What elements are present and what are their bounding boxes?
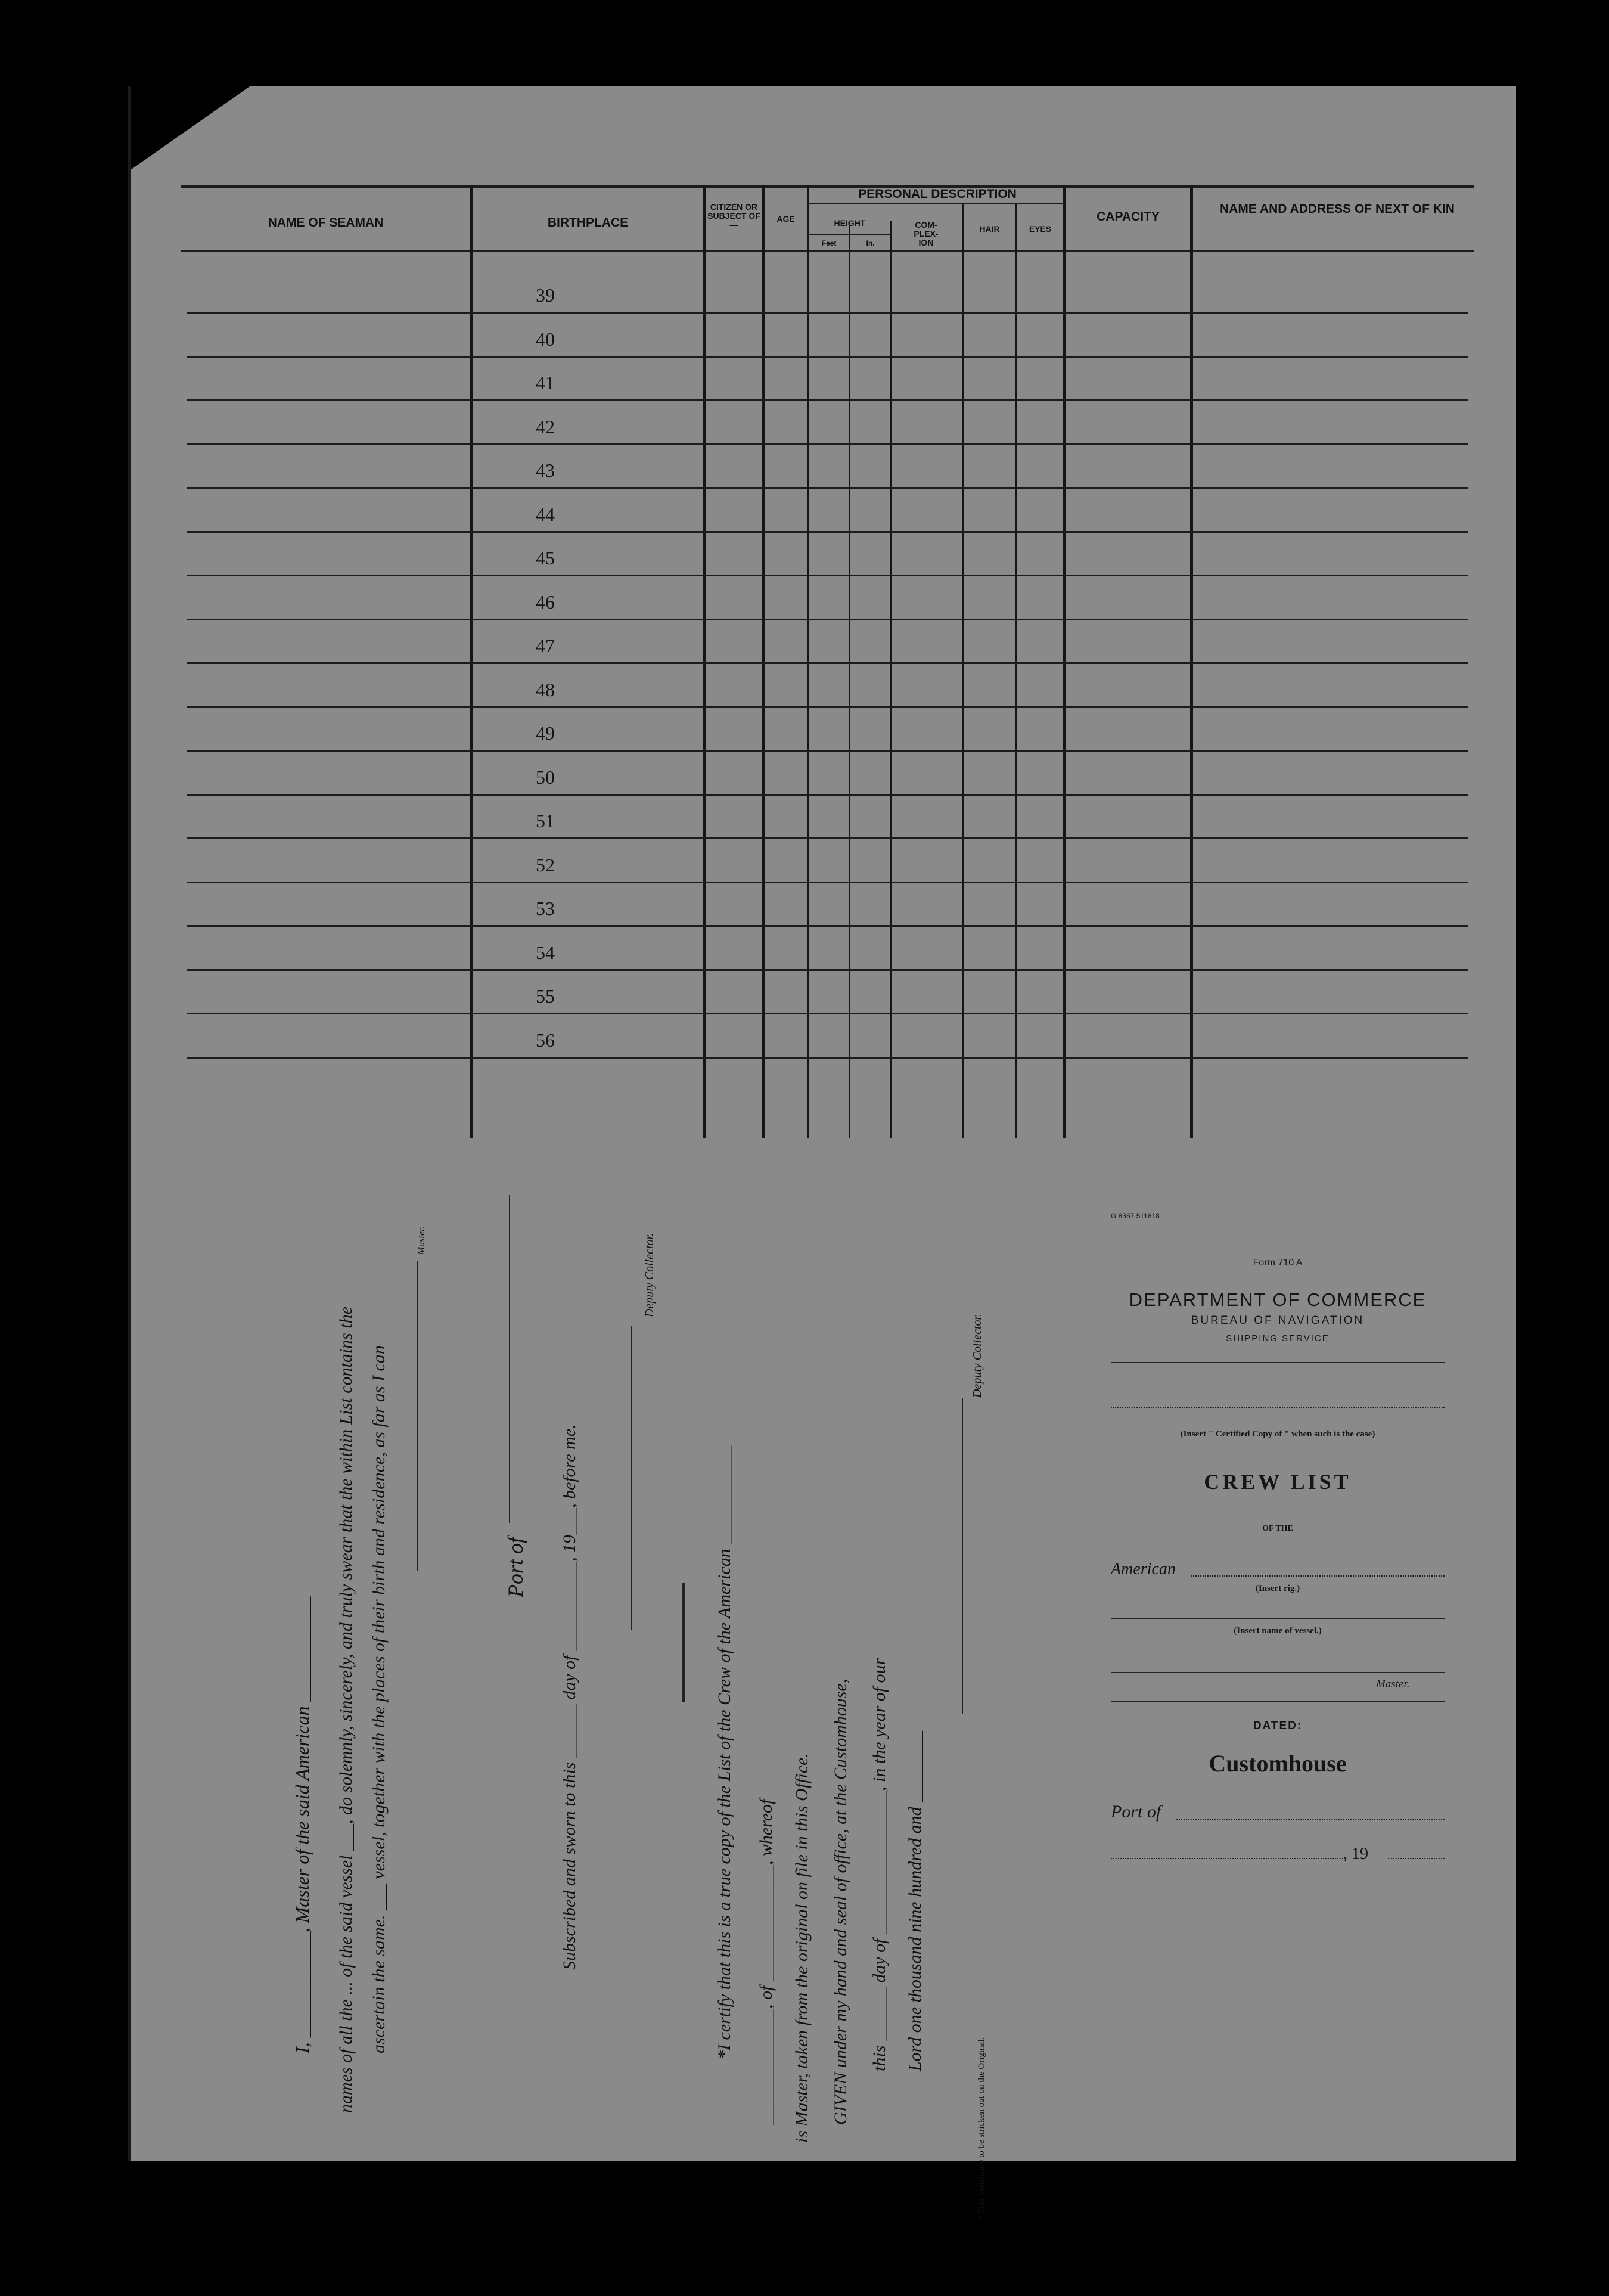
row-number: 41 (536, 372, 555, 393)
cover-date-line (1111, 1858, 1343, 1859)
header-height: HEIGHT (834, 218, 866, 228)
oath-master-label: Master. (417, 1226, 427, 1255)
oath-line-2: names of all the ... of the said vessel ___, do solemnly, sincerely, and truly swear that the within List contains the (336, 1307, 356, 2113)
row-number: 39 (536, 284, 555, 306)
row-number: 53 (536, 898, 555, 919)
col-rule (849, 221, 850, 1138)
row-number: 48 (536, 678, 555, 700)
oath-port-of: Port of (504, 1537, 527, 1597)
header-feet: Feet (821, 239, 837, 247)
oath-deputy-line (631, 1326, 632, 1630)
col-rule (962, 203, 964, 1138)
cover-rule-1 (1111, 1362, 1445, 1363)
row-rule (187, 399, 1468, 401)
row-rule (187, 750, 1468, 752)
header-next-of-kin: NAME AND ADDRESS OF NEXT OF KIN (1220, 202, 1455, 216)
header-inches: In. (866, 239, 875, 247)
cover-title: CREW LIST (1204, 1470, 1352, 1494)
row-rule (187, 662, 1468, 664)
oath-deputy-collector: Deputy Collector. (643, 1233, 656, 1317)
row-rule (187, 706, 1468, 708)
cover-of-the: OF THE (1262, 1524, 1293, 1533)
oath-line-3: ascertain the same. ___ vessel, together with the places of their birth and residence, as far as I can (369, 1345, 389, 2053)
cover-certified-copy-line (1111, 1407, 1445, 1408)
header-birthplace: BIRTHPLACE (547, 216, 629, 229)
header-complexion: COM- PLEX- ION (914, 220, 939, 247)
row-rule (187, 882, 1468, 883)
col-rule (807, 185, 809, 1138)
row-number: 47 (536, 635, 555, 656)
certificate-footnote: * This certificate to be stricken out on the Original. (977, 2037, 986, 2220)
row-rule (187, 531, 1468, 533)
header-hair: HAIR (979, 224, 1000, 234)
header-capacity: CAPACITY (1097, 210, 1160, 224)
cover-year-line (1388, 1858, 1445, 1859)
row-rule (187, 443, 1468, 445)
cover-insert-certified: (Insert " Certified Copy of " when such is the case) (1180, 1429, 1375, 1439)
row-number: 55 (536, 985, 555, 1007)
row-number: 51 (536, 810, 555, 831)
row-rule (187, 1013, 1468, 1014)
cover-year: , 19 (1343, 1845, 1368, 1863)
row-number: 52 (536, 854, 555, 876)
col-rule (762, 185, 765, 1138)
header-citizen: CITIZEN OR SUBJECT OF— (707, 202, 760, 229)
row-number: 49 (536, 722, 555, 744)
row-number: 43 (536, 460, 555, 481)
certificate-line-6: Lord one thousand nine hundred and ________ (905, 1730, 925, 2071)
cover-rule-3 (1111, 1701, 1445, 1702)
row-number: 54 (536, 941, 555, 963)
certificate-line-1: *I certify that this is a true copy of the List of the Crew of the American ___________ (715, 1445, 734, 2059)
torn-corner (131, 86, 250, 170)
row-rule (187, 487, 1468, 489)
cover-bureau: BUREAU OF NAVIGATION (1191, 1314, 1365, 1327)
row-number: 56 (536, 1029, 555, 1051)
cover-vessel-line (1111, 1618, 1445, 1619)
certificate-deputy-line (962, 1398, 963, 1714)
certificate-line-4: GIVEN under my hand and seal of office, at the Customhouse, (831, 1678, 850, 2125)
header-personal-description: PERSONAL DESCRIPTION (858, 187, 1017, 201)
cover-department: DEPARTMENT OF COMMERCE (1129, 1289, 1427, 1310)
row-rule (187, 969, 1468, 971)
col-rule (890, 221, 892, 1138)
col-rule (1190, 185, 1193, 1138)
oath-subscribed: Subscribed and sworn to this ______ day of __________, 19___, before me. (560, 1424, 579, 1970)
certificate-line-5: this ______ day of ________________, in the year of our (869, 1658, 889, 2071)
header-name: NAME OF SEAMAN (268, 216, 384, 229)
row-number: 40 (536, 328, 555, 350)
header-bottom-rule (181, 250, 1474, 252)
col-rule (1015, 203, 1017, 1138)
row-number: 50 (536, 766, 555, 788)
col-rule (470, 185, 473, 1138)
row-rule (187, 575, 1468, 576)
cover-insert-name: (Insert name of vessel.) (1234, 1626, 1322, 1636)
oath-master-line (417, 1261, 418, 1571)
row-rule (187, 619, 1468, 620)
row-rule (187, 312, 1468, 314)
row-number: 42 (536, 415, 555, 438)
row-number: 44 (536, 503, 555, 525)
cover-dated: DATED: (1253, 1720, 1303, 1732)
oath-line-1: I, ___________, Master of the said American ___________ (291, 1596, 313, 2053)
cover-american: American (1111, 1560, 1176, 1578)
row-number: 46 (536, 591, 555, 613)
cover-customhouse: Customhouse (1209, 1750, 1347, 1777)
oath-port-line (509, 1195, 510, 1523)
cover-master-line (1111, 1672, 1445, 1673)
col-rule (703, 185, 706, 1138)
row-rule (187, 837, 1468, 839)
cover-port-line (1176, 1819, 1445, 1820)
row-rule (187, 356, 1468, 358)
personal-rule (807, 203, 1065, 204)
row-rule (187, 925, 1468, 927)
cover-print-code: G 8367 511818 (1111, 1212, 1160, 1220)
row-number: 45 (536, 547, 555, 569)
crew-list-sheet (128, 86, 1516, 2220)
cover-form-number: Form 710 A (1253, 1258, 1303, 1268)
certificate-deputy-collector: Deputy Collector. (971, 1313, 984, 1398)
cover-rig-line (1191, 1575, 1445, 1577)
header-eyes: EYES (1029, 224, 1052, 234)
height-rule (807, 234, 890, 235)
cover-port-of: Port of (1111, 1802, 1161, 1822)
certificate-line-2: _____________, of _____________, whereof (756, 1799, 776, 2125)
row-rule (187, 794, 1468, 796)
cover-insert-rig: (Insert rig.) (1255, 1584, 1300, 1593)
certificate-line-3: is Master, taken from the original on file in this Office. (792, 1753, 812, 2143)
cover-service: SHIPPING SERVICE (1226, 1333, 1330, 1344)
col-rule (1063, 185, 1066, 1138)
section-divider (682, 1583, 685, 1702)
cover-master-label: Master. (1376, 1678, 1410, 1690)
row-rule (187, 1057, 1468, 1059)
header-age: AGE (776, 214, 795, 224)
